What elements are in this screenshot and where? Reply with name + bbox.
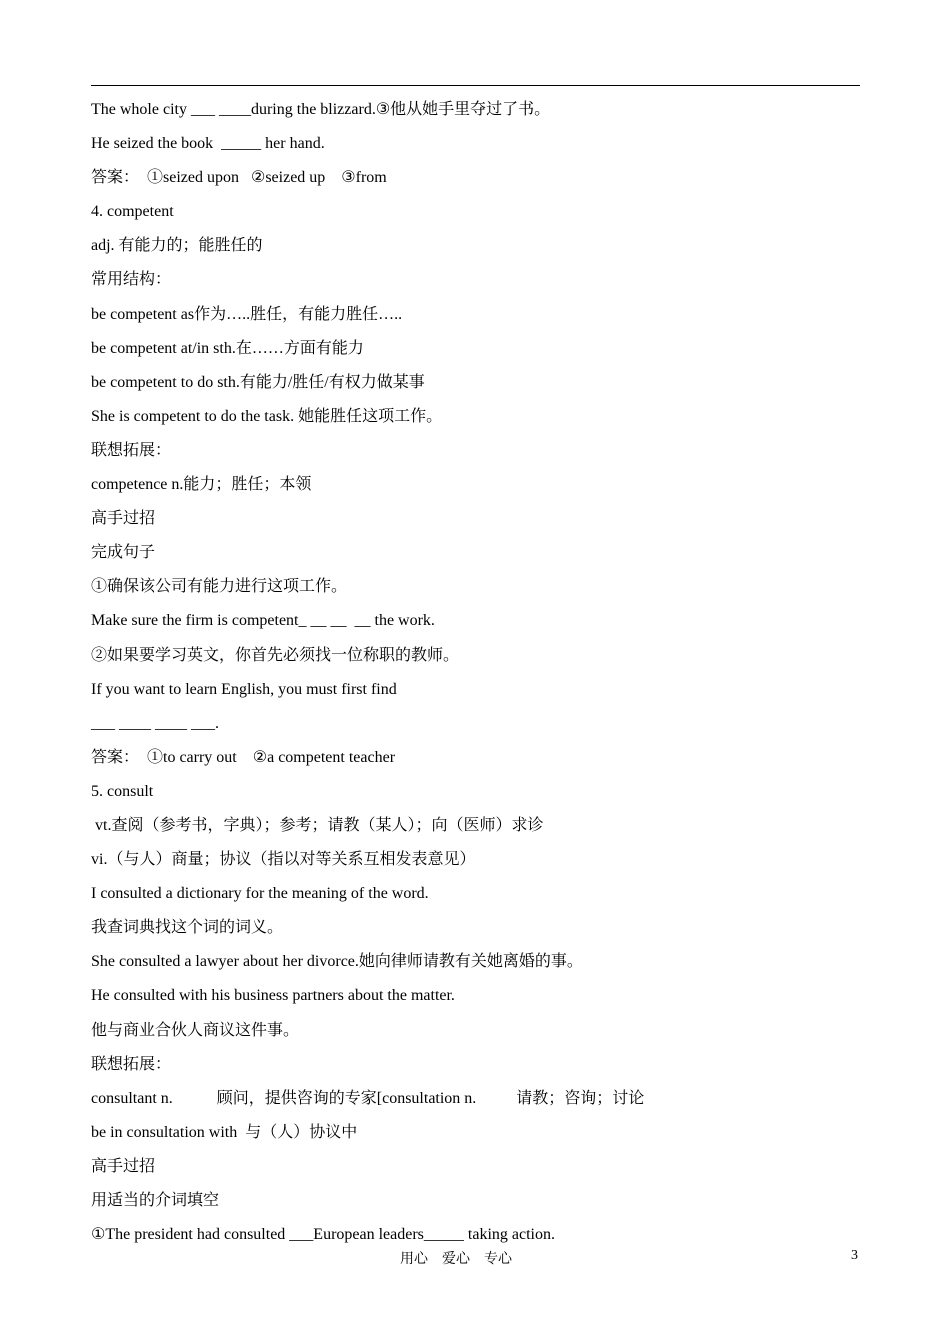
- text-line: He seized the book _____ her hand.: [91, 135, 325, 153]
- text-line: ②如果要学习英文，你首先必须找一位称职的教师。: [91, 646, 460, 664]
- text-line: 高手过招: [91, 1157, 156, 1175]
- answer-line: 答案： ①to carry out ②a competent teacher: [91, 748, 396, 766]
- section-heading: 5. consult: [91, 782, 154, 800]
- header-rule: [91, 85, 860, 86]
- text-line: vi.（与人）商量；协议（指以对等关系互相发表意见）: [91, 851, 476, 869]
- text-line: ①确保该公司有能力进行这项工作。: [91, 578, 348, 596]
- text-line: 用适当的介词填空: [91, 1192, 220, 1209]
- text-line: 完成句子: [91, 544, 156, 562]
- text-line: be competent at/in sth.在……方面有能力: [91, 339, 364, 357]
- text-line: consultant n. 顾问，提供咨询的专家[consultation n. 请教；咨询；讨论: [91, 1089, 645, 1107]
- answer-line: 答案： ①seized upon ②seized up ③from: [91, 169, 387, 187]
- text-line: She is competent to do the task. 她能胜任这项工作。: [91, 407, 443, 425]
- text-line: 我查词典找这个词的词义。: [91, 919, 284, 937]
- text-line: 他与商业合伙人商议这件事。: [91, 1021, 300, 1039]
- text-line: adj. 有能力的；能胜任的: [91, 237, 263, 255]
- text-line: She consulted a lawyer about her divorce.她向律师请教有关她离婚的事。: [91, 953, 583, 971]
- text-line: vt.查阅（参考书，字典）；参考；请教（某人）；向（医师）求诊: [91, 816, 544, 834]
- section-heading: 4. competent: [91, 203, 174, 221]
- page-number: 3: [851, 1248, 858, 1263]
- exercise-line: ___ ____ ____ ___.: [91, 714, 219, 732]
- exercise-line: If you want to learn English, you must first find: [91, 680, 397, 698]
- text-line: 联想拓展：: [91, 441, 172, 459]
- text-line: be competent to do sth.有能力/胜任/有权力做某事: [91, 373, 425, 391]
- text-line: 常用结构：: [91, 271, 172, 289]
- text-line: I consulted a dictionary for the meaning of the word.: [91, 885, 429, 903]
- text-line: be in consultation with 与（人）协议中: [91, 1123, 358, 1141]
- text-line: 高手过招: [91, 510, 156, 528]
- text-line: competence n.能力；胜任；本领: [91, 476, 312, 494]
- document-body: [91, 93, 861, 1252]
- text-line: He consulted with his business partners about the matter.: [91, 987, 455, 1005]
- text-line: 联想拓展：: [91, 1055, 172, 1073]
- text-line: The whole city ___ ____during the blizzard.③他从她手里夺过了书。: [91, 101, 551, 118]
- exercise-line: Make sure the firm is competent_ __ __ __ the work.: [91, 612, 435, 630]
- text-line: be competent as作为…..胜任，有能力胜任…..: [91, 305, 403, 323]
- footer-motto: 用心 爱心 专心: [400, 1252, 512, 1267]
- exercise-line: ①The president had consulted ___European leaders_____ taking action.: [91, 1226, 555, 1244]
